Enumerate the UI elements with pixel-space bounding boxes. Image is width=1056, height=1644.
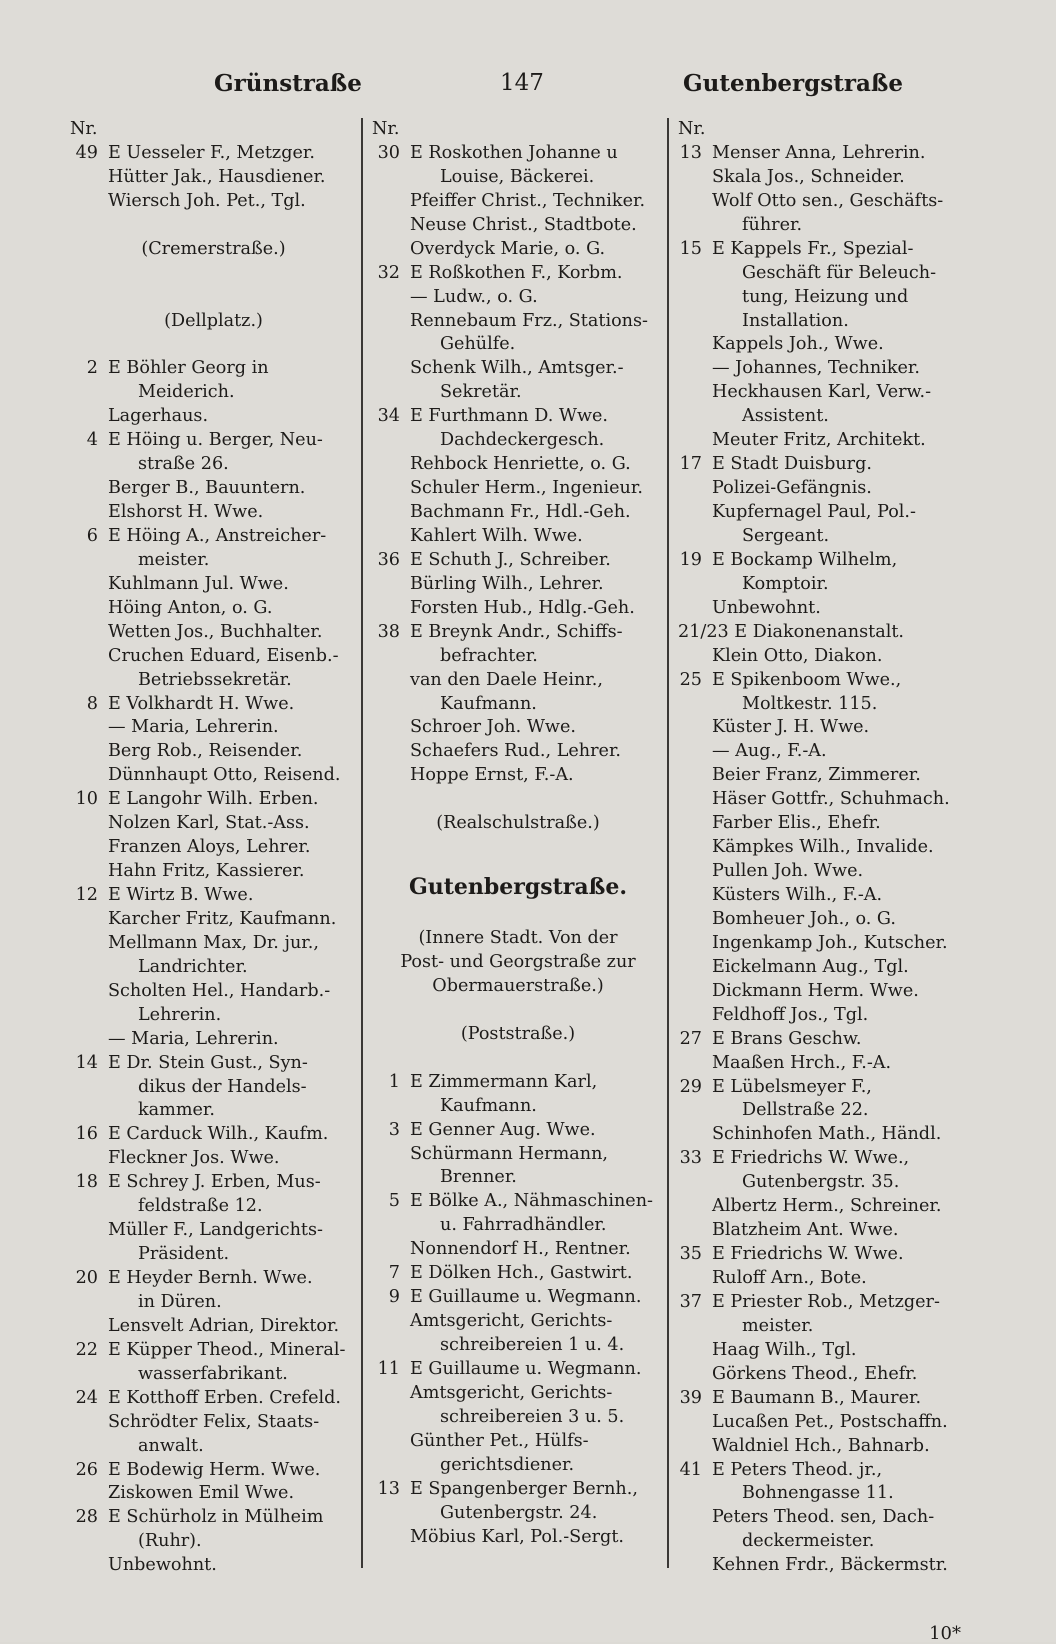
street-note: (Poststraße.) bbox=[460, 1023, 576, 1044]
column-2: Nr. 30 E Roskothen Johanne u Louise, Bäckerei. Pfeiffer Christ., Techniker. Neuse Christ., Stadtbote. Overdyck Marie, o. G. 32 E Roßkothen F., Korbm. — Ludw., o. G. Rennebaum Frz., Stations- Gehülfe. Schenk Wilh., Amtsger.- Sekretär. 34 E Furthmann D. Wwe. Dachdeckergesch. Rehbock Henriette, o. G. Schuler Herm., Ingenieur. Bachmann Fr., Hdl.-Geh. Kahlert Wilh. Wwe. 36 E Schuth J., Schreiber. Bürling Wilh., Lehrer. Forsten Hub., Hdlg.-Geh. 38 E Breynk Andr., Schiffs- befrachter. van den Daele Heinr., Kaufmann. Schroer Joh. Wwe. Schaefers Rud., Lehrer. Hoppe Ernst, F.-A. (Realschulstraße.) Gutenbergstraße. (Innere Stadt. Von der Post- und Georgstraße zur Obermauerstraße.) (Poststraße.) 1 E Zimmermann Karl, Kaufmann. 3 E Genner Aug. Wwe. Schürmann Hermann, Brenner. 5 E Bölke A., Nähmaschinen- u. Fahrradhändler. Nonnendorf H., Rentner. 7 E Dölken Hch., Gastwirt. 9 E Guillaume u. Wegmann. Amtsgericht, Gerichts- schreibereien 1 u. 4. 11 E Guillaume u. Wegmann. Amtsgericht, Gerichts- schreibereien 3 u. 5. Günther Pet., Hülfs- gerichtsdiener. 13 E Spangenberger Bernh., Gutenbergstr. 24. Möbius Karl, Pol.-Sergt. bbox=[372, 118, 664, 1549]
street-note: (Cremerstraße.) bbox=[141, 238, 286, 259]
column-rule-right bbox=[667, 118, 669, 1568]
col-heading: Nr. bbox=[678, 119, 706, 139]
column-1: Nr. 49 E Uesseler F., Metzger. Hütter Jak., Hausdiener. Wiersch Joh. Pet., Tgl. (Cremerstraße.) (Dellplatz.) 2 E Böhler Georg in Meiderich. Lagerhaus. 4 E Höing u. Berger, Neu- straße 26. Berger B., Bauuntern. Elshorst H. Wwe. 6 E Höing A., Anstreicher- meister. Kuhlmann Jul. Wwe. Höing Anton, o. G. Wetten Jos., Buchhalter. Cruchen Eduard, Eisenb.- Betriebssekretär. 8 E Volkhardt H. Wwe. — Maria, Lehrerin. Berg Rob., Reisender. Dünnhaupt Otto, Reisend. 10 E Langohr Wilh. Erben. Nolzen Karl, Stat.-Ass. Franzen Aloys, Lehrer. Hahn Fritz, Kassierer. 12 E Wirtz B. Wwe. Karcher Fritz, Kaufmann. Mellmann Max, Dr. jur., Landrichter. Scholten Hel., Handarb.- Lehrerin. — Maria, Lehrerin. 14 E Dr. Stein Gust., Syn- dikus der Handels- kammer. 16 E Carduck Wilh., Kaufm. Fleckner Jos. Wwe. 18 E Schrey J. Erben, Mus- feldstraße 12. Müller F., Landgerichts- Präsident. 20 E Heyder Bernh. Wwe. in Düren. Lensvelt Adrian, Direktor. 22 E Küpper Theod., Mineral- wasserfabrikant. 24 E Kotthoff Erben. Crefeld. Schrödter Felix, Staats- anwalt. 26 E Bodewig Herm. Wwe. Ziskowen Emil Wwe. 28 E Schürholz in Mülheim (Ruhr). Unbewohnt. bbox=[70, 118, 357, 1578]
section-heading: Gutenbergstraße. bbox=[408, 874, 628, 901]
header-left: Grünstraße bbox=[214, 70, 362, 97]
column-3: Nr. 13 Menser Anna, Lehrerin. Skala Jos., Schneider. Wolf Otto sen., Geschäfts- führer. 15 E Kappels Fr., Spezial- Geschäft für Beleuch- tung, Heizung und Installation. Kappels Joh., Wwe. — Johannes, Techniker. Heckhausen Karl, Verw.- Assistent. Meuter Fritz, Architekt. 17 E Stadt Duisburg. Polizei-Gefängnis. Kupfernagel Paul, Pol.- Sergeant. 19 E Bockamp Wilhelm, Komptoir. Unbewohnt. 21/23 E Diakonenanstalt. Klein Otto, Diakon. 25 E Spikenboom Wwe., Moltkestr. 115. Küster J. H. Wwe. — Aug., F.-A. Beier Franz, Zimmerer. Häser Gottfr., Schuhmach. Farber Elis., Ehefr. Kämpkes Wilh., Invalide. Pullen Joh. Wwe. Küsters Wilh., F.-A. Bomheuer Joh., o. G. Ingenkamp Joh., Kutscher. Eickelmann Aug., Tgl. Dickmann Herm. Wwe. Feldhoff Jos., Tgl. 27 E Brans Geschw. Maaßen Hrch., F.-A. 29 E Lübelsmeyer F., Dellstraße 22. Schinhofen Math., Händl. 33 E Friedrichs W. Wwe., Gutenbergstr. 35. Albertz Herm., Schreiner. Blatzheim Ant. Wwe. 35 E Friedrichs W. Wwe. Ruloff Arn., Bote. 37 E Priester Rob., Metzger- meister. Haag Wilh., Tgl. Görkens Theod., Ehefr. 39 E Baumann B., Maurer. Lucaßen Pet., Postschaffn. Waldniel Hch., Bahnarb. 41 E Peters Theod. jr., Bohnengasse 11. Peters Theod. sen, Dach- deckermeister. Kehnen Frdr., Bäckermstr. bbox=[678, 118, 978, 1578]
col-heading: Nr. bbox=[70, 119, 98, 139]
column-rule-left bbox=[361, 118, 363, 1568]
header-right: Gutenbergstraße bbox=[683, 70, 903, 97]
page-number: 147 bbox=[500, 70, 544, 96]
street-note: (Dellplatz.) bbox=[164, 310, 263, 331]
street-note: (Realschulstraße.) bbox=[436, 813, 600, 834]
signature-mark: 10* bbox=[929, 1623, 961, 1644]
col-heading: Nr. bbox=[372, 119, 400, 139]
